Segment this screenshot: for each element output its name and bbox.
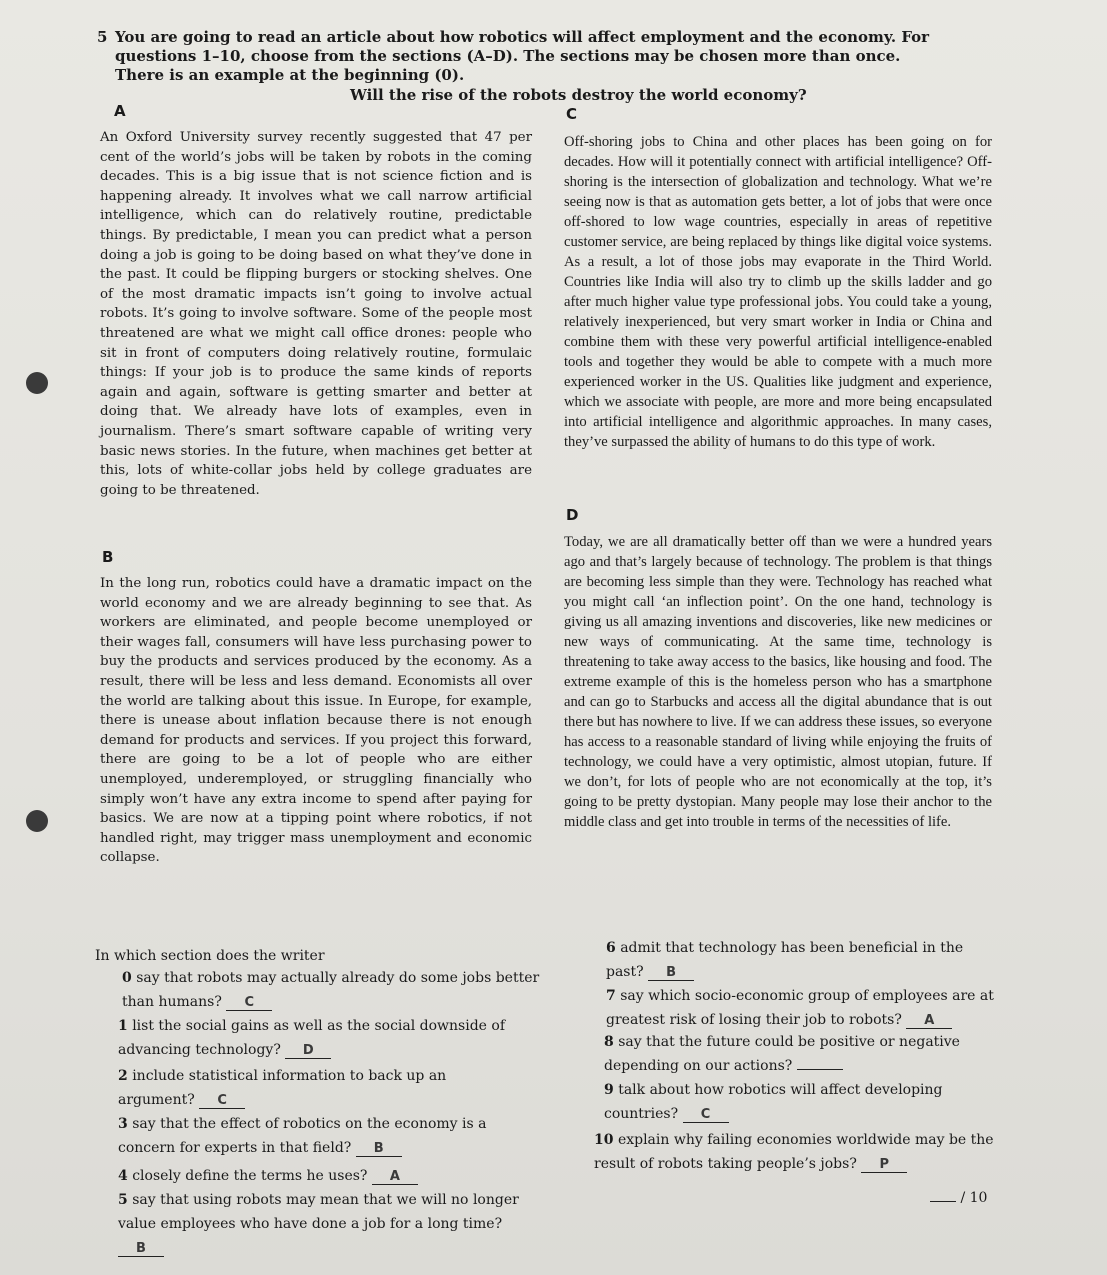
section-a-text: An Oxford University survey recently suggested that 47 per cent of the world’s jobs will be taken by robots in the coming decades. This is a big issue that is not science fiction and is happening already. It involves what we call narrow artificial intelligence, which can do relatively routine, predictable things. By predictable, I mean you can predict what a person doing a job is going to be doing based on what they’ve done in the past. It could be flipping burgers or stocking shelves. One of the most dramatic impacts isn’t going to involve actual robots. It’s going to involve software. Some of the people most threatened are what we might call office drones: people who sit in front of computers doing relatively routine, formulaic things: If your job is to produce the same kinds of reports again and again, software is getting smarter and better at doing that. We already have lots of examples, even in journalism. There’s smart software capable of writing very basic news stories. In the future, when machines get better at this, lots of white-collar jobs held by college graduates are going to be threatened. (100, 130, 532, 498)
question-text: explain why failing economies worldwide may be the result of robots taking people’s jobs? (594, 1132, 994, 1172)
task-text: You are going to read an article about how robotics will affect employment and the economy. For questions 1–10, choose from the sections (A–D). The sections may be chosen more than once. There is an example at the beginning (0). (115, 28, 930, 84)
question-number: 3 (118, 1116, 128, 1132)
answer-blank[interactable]: P (861, 1158, 907, 1173)
question-text: say that the effect of robotics on the economy is a concern for experts in that field? (118, 1116, 487, 1156)
score-box (930, 1190, 987, 1206)
section-label-c: C (566, 105, 578, 123)
answer-blank[interactable]: C (199, 1094, 245, 1109)
section-d-text: Today, we are all dramatically better off than we were a hundred years ago and that’s largely because of technology. The problem is that things are becoming less simple than they were. Technology has reached what you might call ‘an inflection point’. On the one hand, technology is giving us all amazing inventions and discoveries, like new medicines or new ways of communicating. At the same time, technology is threatening to take away access to the basics, like housing and food. The extreme example of this is the homeless person who has a smartphone and can go to Starbucks and access all the digital abundance that is out there but has nowhere to live. If we can address these issues, so everyone has access to a reasonable standard of living while enjoying the fruits of technology, we could have a very optimistic, almost utopian, future. If we don’t, for lots of people who are not economically at the top, it’s going to be pretty dystopian. Many people may lose their anchor to the middle class and get into trouble in terms of the necessities of life. (564, 534, 992, 830)
question-number: 0 (122, 970, 132, 986)
question-7 (606, 984, 1006, 1032)
answer-blank[interactable] (797, 1069, 843, 1070)
question-number: 6 (606, 940, 616, 956)
answer-blank[interactable]: A (372, 1170, 418, 1185)
binder-hole-bottom (26, 810, 48, 832)
question-text: talk about how robotics will affect developing countries? (604, 1082, 943, 1122)
question-9 (604, 1078, 994, 1126)
question-text: say that robots may actually already do some jobs better than humans? (122, 970, 540, 1010)
task-instructions (97, 28, 945, 85)
answer-blank[interactable]: B (356, 1142, 402, 1157)
question-number: 2 (118, 1068, 128, 1084)
question-text: say that using robots may mean that we will no longer value employees who have done a job for a long time? (118, 1192, 519, 1232)
question-2 (118, 1064, 518, 1112)
question-3 (118, 1112, 538, 1160)
question-6 (606, 936, 996, 984)
question-text: admit that technology has been beneficial in the past? (606, 940, 964, 980)
binder-hole-top (26, 372, 48, 394)
question-4 (118, 1164, 538, 1188)
question-text: list the social gains as well as the social downside of advancing technology? (118, 1018, 506, 1058)
question-10 (594, 1128, 1008, 1176)
answer-blank[interactable]: A (906, 1014, 952, 1029)
question-5 (118, 1188, 548, 1260)
answer-blank[interactable]: C (683, 1108, 729, 1123)
article-title: Will the rise of the robots destroy the world economy? (350, 86, 807, 104)
question-number: 8 (604, 1034, 614, 1050)
answer-blank[interactable]: C (226, 996, 272, 1011)
question-number: 9 (604, 1082, 614, 1098)
section-c-text: Off-shoring jobs to China and other places has been going on for decades. How will it potentially connect with artificial intelligence? Off-shoring is the intersection of globalization and technology. What we’re seeing now is that as automation gets better, a lot of jobs that were once off-shored to low wage countries, especially in areas of repetitive customer service, are being replaced by things like digital voice systems. As a result, a lot of those jobs may evaporate in the Third World. Countries like India will also try to climb up the skills ladder and go after much higher value type professional jobs. You could take a young, relatively inexperienced, but very smart worker in India or China and combine them with these very powerful artificial intelligence-enabled tools and together they would be able to compete with a much more experienced worker in the US. Qualities like judgment and experience, which we associate with people, are more and more being encapsulated into artificial intelligence and algorithmic approaches. In many cases, they’ve surpassed the ability of humans to do this type of work. (564, 134, 992, 450)
score-blank[interactable] (930, 1201, 956, 1202)
section-label-d: D (566, 506, 579, 524)
question-1 (118, 1014, 538, 1062)
questions-intro: In which section does the writer (95, 948, 325, 964)
question-text: say which socio-economic group of employees are at greatest risk of losing their job to robots? (606, 988, 994, 1028)
section-label-b: B (102, 548, 114, 566)
section-b-text: In the long run, robotics could have a dramatic impact on the world economy and we are already beginning to see that. As workers are eliminated, and people become unemployed or their wages fall, consumers will have less purchasing power to buy the products and services produced by the economy. As a result, there will be less and less demand. Economists all over the world are talking about this issue. In Europe, for example, there is unease about inflation because there is not enough demand for products and services. If you project this forward, there are going to be a lot of people who are either unemployed, underemployed, or struggling financially who simply won’t have any extra income to spend after paying for basics. We are now at a tipping point where robotics, if not handled right, may trigger mass unemployment and economic collapse. (100, 576, 532, 866)
question-number: 7 (606, 988, 616, 1004)
question-8 (604, 1030, 1004, 1078)
question-0 (122, 966, 542, 1014)
answer-blank[interactable]: B (648, 966, 694, 981)
answer-blank[interactable]: B (118, 1242, 164, 1257)
answer-blank[interactable]: D (285, 1044, 331, 1059)
question-number: 4 (118, 1168, 128, 1184)
question-text: say that the future could be positive or negative depending on our actions? (604, 1034, 960, 1074)
question-number: 10 (594, 1132, 614, 1148)
question-number: 1 (118, 1018, 128, 1034)
question-number: 5 (118, 1192, 128, 1208)
question-text: closely define the terms he uses? (132, 1168, 368, 1184)
task-number: 5 (97, 28, 108, 46)
section-label-a: A (114, 102, 126, 120)
score-total: / 10 (960, 1190, 988, 1206)
question-text: include statistical information to back up an argument? (118, 1068, 447, 1108)
